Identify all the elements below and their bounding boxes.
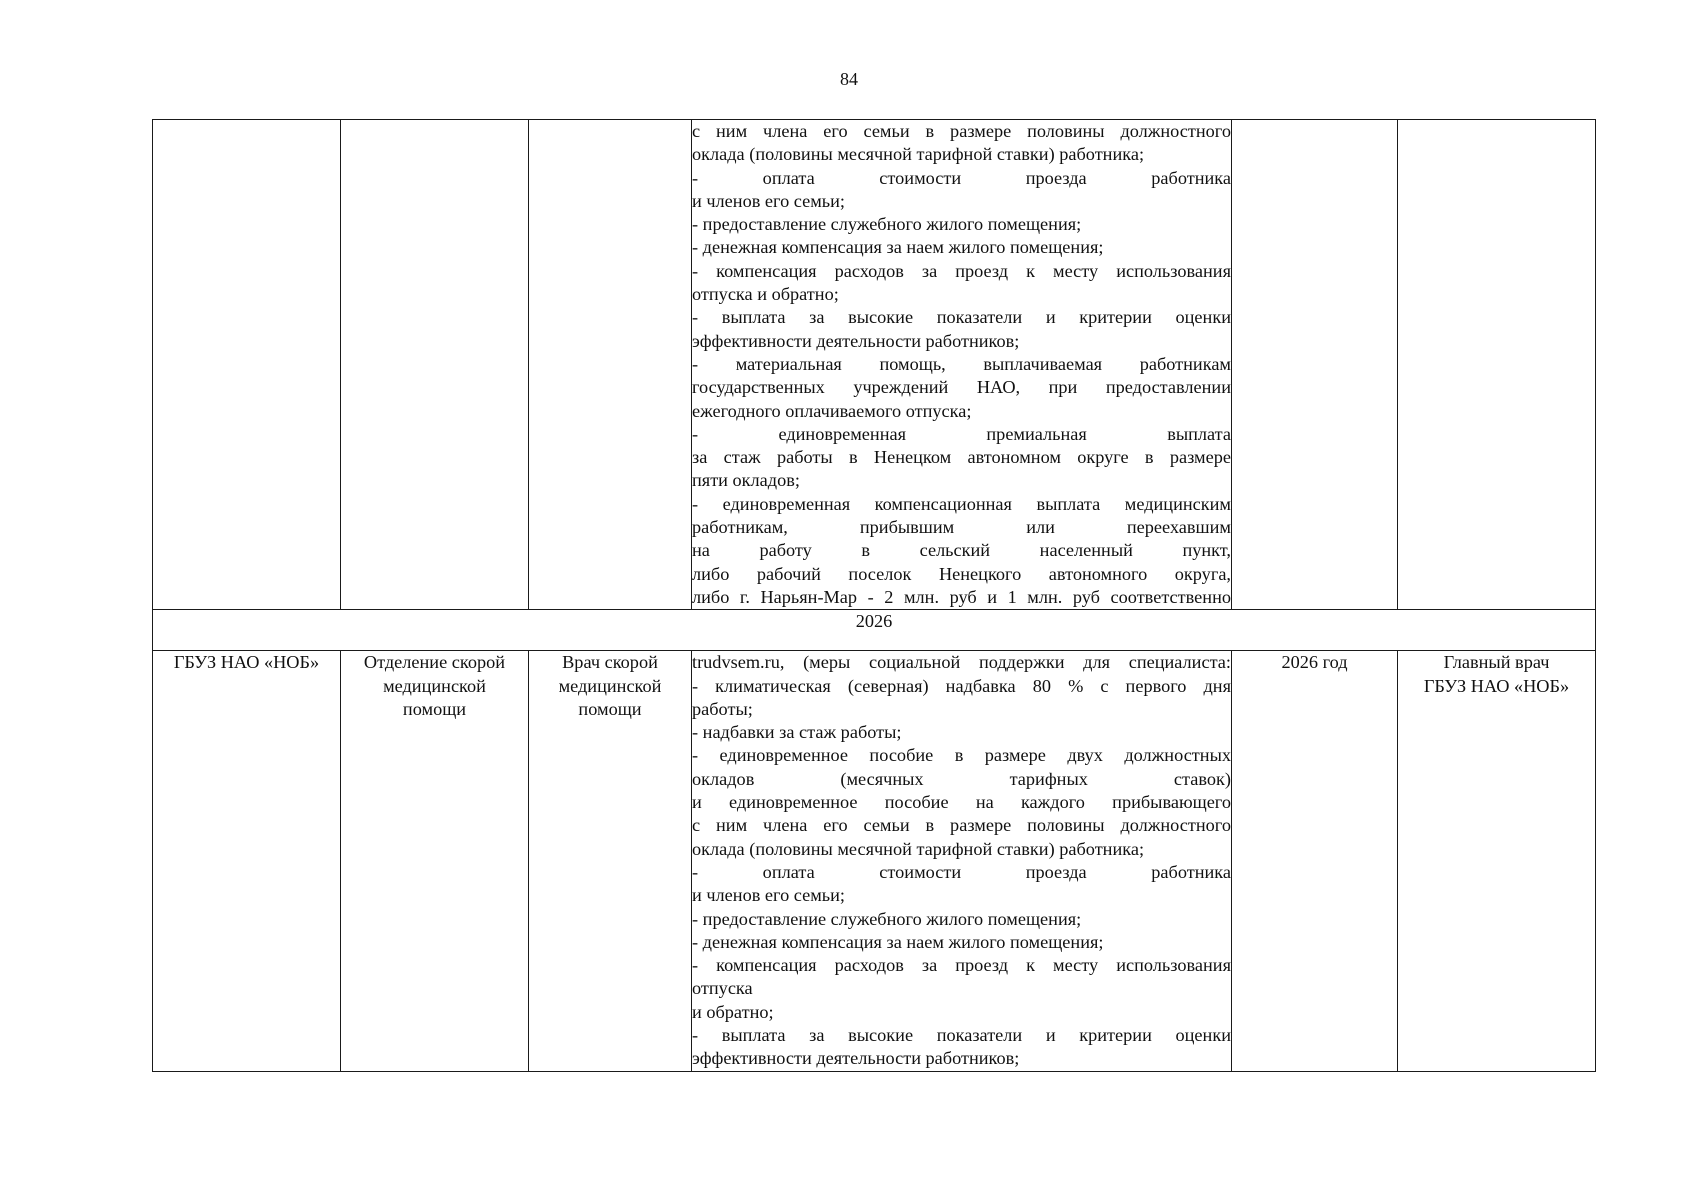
year-label: 2026 [153,610,1596,651]
text-line: - единовременная премиальная выплата [692,423,1231,444]
text-line: медицинской [383,675,486,696]
text-line: отпуска [692,978,753,999]
support-measures-text [692,120,1231,609]
text-line: Врач скорой [562,652,658,673]
responsible-cell [1398,651,1596,1071]
support-measures-text [692,651,1231,1070]
text-line: и единовременное пособие на каждого прибывающего [692,792,1231,813]
measures-table [152,119,1596,1072]
continuation-row [153,120,1596,610]
text-line: - предоставление служебного жилого помещения; [692,214,1082,235]
support-measures-cell [692,651,1232,1071]
text-line: и членов его семьи; [692,885,845,906]
responsible-text [1398,651,1595,698]
text-line: ГБУЗ НАО «НОБ» [1423,675,1570,696]
entry-row [153,651,1596,1071]
text-line: - денежная компенсация за наем жилого помещения; [692,931,1104,952]
text-line: либо г. Нарьян-Мар - 2 млн. руб и 1 млн. руб соответственно [692,586,1231,607]
text-line: и членов его семьи; [692,190,845,211]
text-line: на работу в сельский населенный пункт, [692,540,1231,561]
department-cell-empty [341,120,529,610]
text-line: - оплата стоимости проезда работника [692,861,1231,882]
text-line: с ним члена его семьи в размере половины должностного [692,121,1231,141]
text-line: - оплата стоимости проезда работника [692,167,1231,188]
text-line: помощи [402,698,467,719]
position-text [529,651,691,721]
text-line: с ним члена его семьи в размере половины должностного [692,815,1231,836]
text-line: trudvsem.ru, (меры социальной поддержки для специалиста: [692,652,1231,673]
text-line: за стаж работы в Ненецком автономном округе в размере [692,447,1231,468]
support-measures-cell [692,120,1232,610]
text-line: помощи [578,698,642,719]
text-line: пяти окладов; [692,470,800,491]
deadline-cell-empty [1232,120,1398,610]
text-line: и обратно; [692,1001,774,1022]
department-text [341,651,528,721]
text-line: работникам, прибывшим или переехавшим [692,517,1231,538]
text-line: - денежная компенсация за наем жилого помещения; [692,237,1104,258]
text-line: - выплата за высокие показатели и критерии оценки [692,1024,1231,1045]
text-line: - компенсация расходов за проезд к месту использования [692,260,1231,281]
text-line: - единовременное пособие в размере двух должностных [692,745,1231,766]
text-line: либо рабочий поселок Ненецкого автономного округа, [692,563,1231,584]
text-line: - единовременная компенсационная выплата медицинским [692,493,1231,514]
text-line: эффективности деятельности работников; [692,1048,1020,1069]
text-line: эффективности деятельности работников; [692,330,1020,351]
responsible-cell-empty [1398,120,1596,610]
text-line: - предоставление служебного жилого помещения; [692,908,1082,929]
text-line: - надбавки за стаж работы; [692,722,902,743]
position-cell-empty [529,120,692,610]
page-number: 84 [840,69,858,89]
text-line: работы; [692,698,753,719]
text-line: - выплата за высокие показатели и критерии оценки [692,307,1231,328]
text-line: - компенсация расходов за проезд к месту использования [692,955,1231,976]
text-line: окладов (месячных тарифных ставок) [692,768,1231,789]
text-line: оклада (половины месячной тарифной ставки) работника; [692,144,1145,165]
text-line: медицинской [558,675,662,696]
department-cell [341,651,529,1071]
text-line: Отделение скорой [363,652,506,673]
organization-cell: ГБУЗ НАО «НОБ» [153,651,341,1071]
text-line: государственных учреждений НАО, при предоставлении [692,377,1231,398]
text-line: Главный врач [1443,652,1550,673]
text-line: отпуска и обратно; [692,284,839,305]
organization-cell-empty [153,120,341,610]
text-line: ежегодного оплачиваемого отпуска; [692,400,972,421]
text-line: - климатическая (северная) надбавка 80 % с первого дня [692,675,1231,696]
position-cell [529,651,692,1071]
text-line: оклада (половины месячной тарифной ставки) работника; [692,838,1145,859]
year-row [153,610,1596,651]
text-line: - материальная помощь, выплачиваемая работникам [692,353,1231,374]
deadline-cell: 2026 год [1232,651,1398,1071]
